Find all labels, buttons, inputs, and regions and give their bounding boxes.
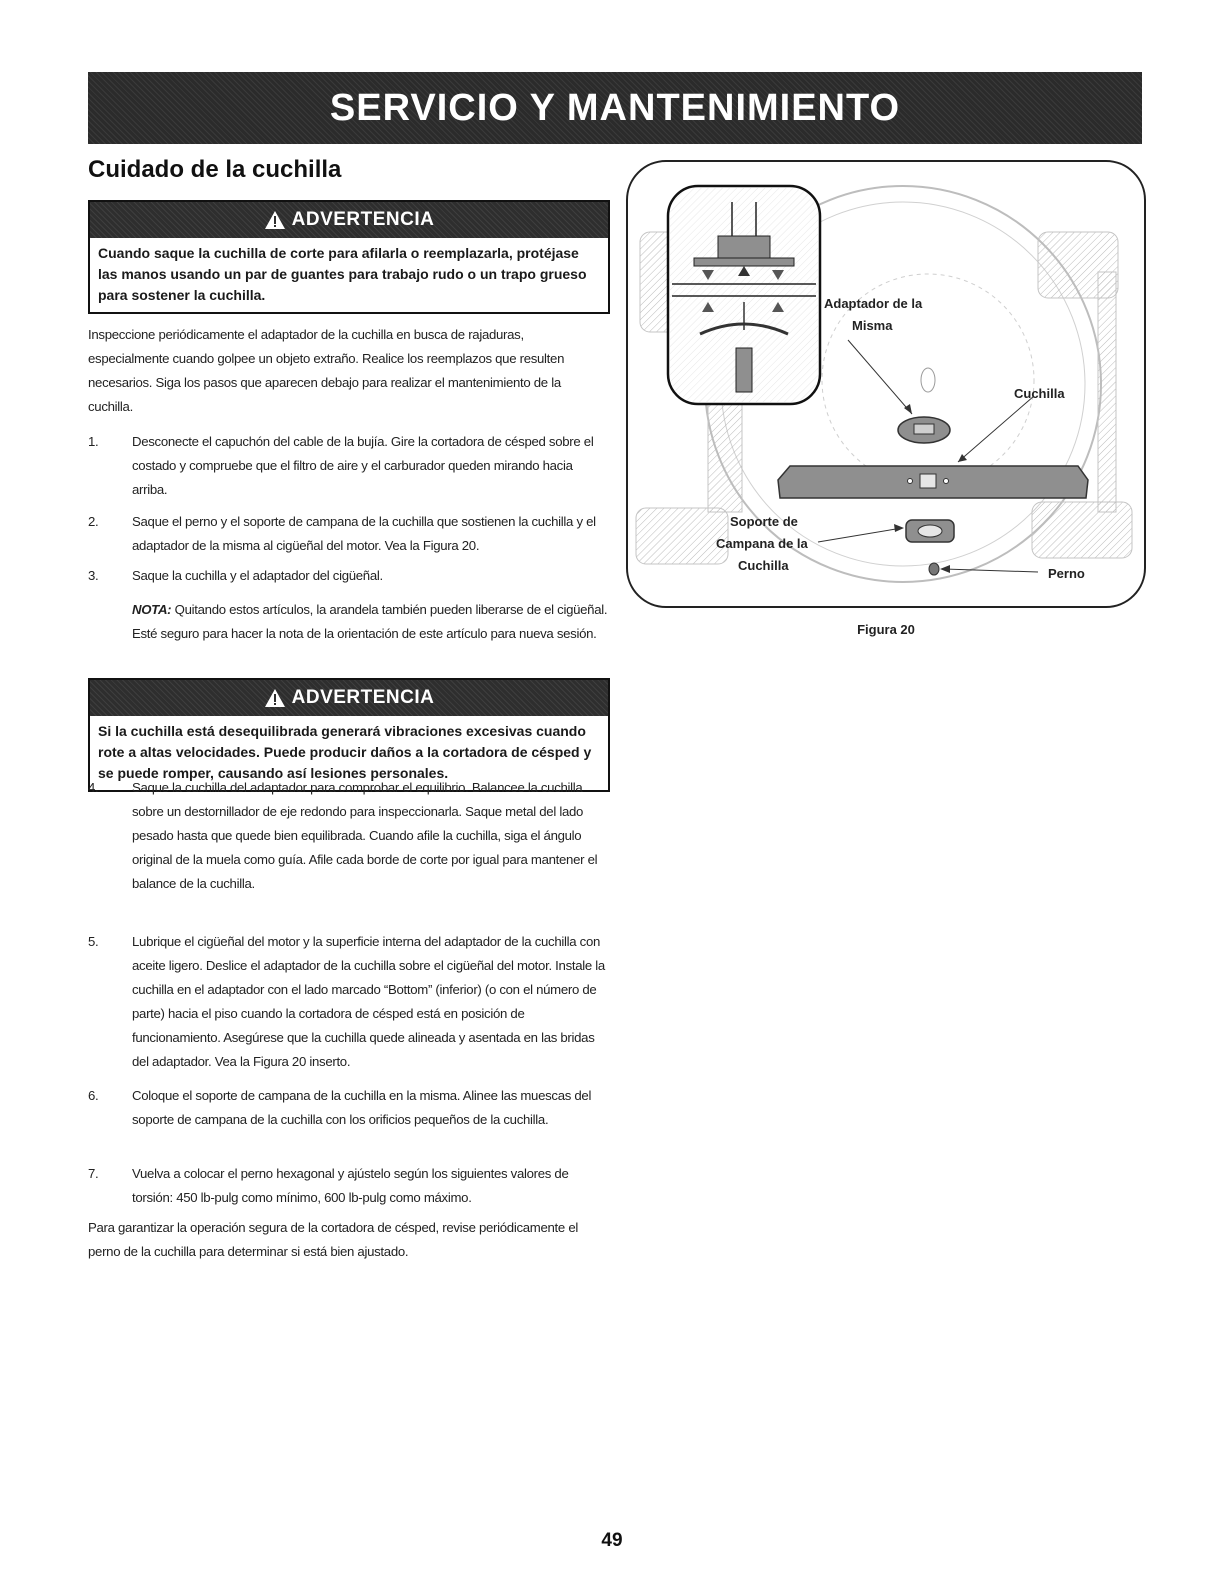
step-text: Desconecte el capuchón del cable de la bujía. Gire la cortadora de césped sobre el costado y compruebe que el filtro de aire y el carburador queden mirando hacia arriba. (132, 434, 594, 497)
intro-paragraph: Inspeccione periódicamente el adaptador de la cuchilla en busca de rajaduras, especialmente cuando golpee un objeto extraño. Realice los reemplazos que resulten necesarios. Siga los pasos que aparecen debajo para realizar el mantenimiento de la cuchilla. (88, 327, 565, 414)
step-text: Vuelva a colocar el perno hexagonal y ajústelo según los siguientes valores de torsión: 450 lb-pulg como mínimo, 600 lb-pulg como máximo. (132, 1166, 569, 1205)
label-bolt: Perno (1048, 566, 1085, 581)
figure-caption: Figura 20 (857, 622, 915, 637)
warning-triangle-icon (264, 688, 286, 708)
step-5 (88, 930, 608, 1074)
step-4 (88, 776, 608, 896)
warning-triangle-icon (264, 210, 286, 230)
warning-header (90, 680, 608, 716)
label-bell-support: Cuchilla (738, 558, 789, 573)
step-text: Saque la cuchilla del adaptador para comprobar el equilibrio. Balancee la cuchilla sobre un destornillador de eje redondo para inspeccionarla. Saque metal del lado pesado hasta que quede bien equilibrada. Cuando afile la cuchilla, siga el ángulo original de la muela como guía. Afile cada borde de corte por igual para mantener el balance de la cuchilla. (132, 780, 598, 891)
label-blade: Cuchilla (1014, 386, 1065, 401)
warning-label: ADVERTENCIA (291, 209, 435, 230)
note-label: NOTA: (132, 602, 172, 617)
note-text: Quitando estos artículos, la arandela también pueden liberarse de el cigüeñal. Esté seguro para hacer la nota de la orientación de este artículo para nueva sesión. (132, 602, 608, 641)
step-text: Saque el perno y el soporte de campana de la cuchilla que sostienen la cuchilla y el adaptador de la misma al cigüeñal del motor. Vea la Figura 20. (132, 514, 596, 553)
step-1 (88, 430, 608, 502)
front-right-wheel (1032, 502, 1132, 558)
label-bell-support: Soporte de (730, 514, 798, 529)
page-header-title: SERVICIO Y MANTENIMIENTO (329, 86, 901, 129)
label-adapter: Adaptador de la (824, 296, 923, 311)
step-text: Coloque el soporte de campana de la cuchilla en la misma. Alinee las muescas del soporte de campana de la cuchilla con los orificios pequeños de la cuchilla. (132, 1088, 592, 1127)
warning-box-1 (88, 200, 610, 314)
step-number: 6. (88, 1088, 99, 1103)
warning-label: ADVERTENCIA (291, 687, 435, 708)
blade-bolt (929, 563, 939, 575)
step-text: Lubrique el cigüeñal del motor y la superficie interna del adaptador de la cuchilla con aceite ligero. Deslice el adaptador de la cuchilla sobre el cigüeñal del motor. Instale la cuchilla en el adaptador con el lado marcado “Bottom” (inferior) (o con el número de parte) hacia el piso cuando la cortadora de césped está en posición de funcionamiento. Asegúrese que la cuchilla quede alineada y asentada en las bridas del adaptador. Vea la Figura 20 inserto. (132, 934, 605, 1069)
step-text: Saque la cuchilla y el adaptador del cigüeñal. (132, 568, 383, 583)
step-6 (88, 1084, 608, 1132)
page-number: 49 (601, 1530, 623, 1551)
label-adapter: Misma (852, 318, 893, 333)
step-7 (88, 1162, 608, 1210)
step-number: 5. (88, 934, 99, 949)
front-left-wheel (636, 508, 728, 564)
section-title: Cuidado de la cuchilla (88, 156, 342, 183)
warning-text: Si la cuchilla está desequilibrada generará vibraciones excesivas cuando rote a altas velocidades. Puede producir daños a la cortadora de césped y se puede romper, causando así lesiones personales. (98, 723, 592, 781)
closing-paragraph: Para garantizar la operación segura de la cortadora de césped, revise periódicamente el perno de la cuchilla para determinar si está bien ajustado. (88, 1220, 578, 1259)
mower-blade-diagram (628, 162, 1144, 606)
figure-20-frame (626, 160, 1146, 608)
label-bell-support: Campana de la (716, 536, 808, 551)
warning-box-2 (88, 678, 610, 792)
warning-header (90, 202, 608, 238)
step-2 (88, 510, 608, 558)
step-number: 7. (88, 1166, 99, 1181)
header-bar (88, 72, 1142, 144)
step-number: 2. (88, 514, 99, 529)
note-paragraph (88, 598, 608, 646)
step-number: 4. (88, 780, 99, 795)
step-3 (88, 564, 608, 588)
adapter-detail-inset (668, 186, 820, 404)
step-number: 3. (88, 568, 99, 583)
warning-text: Cuando saque la cuchilla de corte para afilarla o reemplazarla, protéjase las manos usando un par de guantes para trabajo rudo o un trapo grueso para sostener la cuchilla. (98, 245, 587, 303)
step-number: 1. (88, 434, 99, 449)
